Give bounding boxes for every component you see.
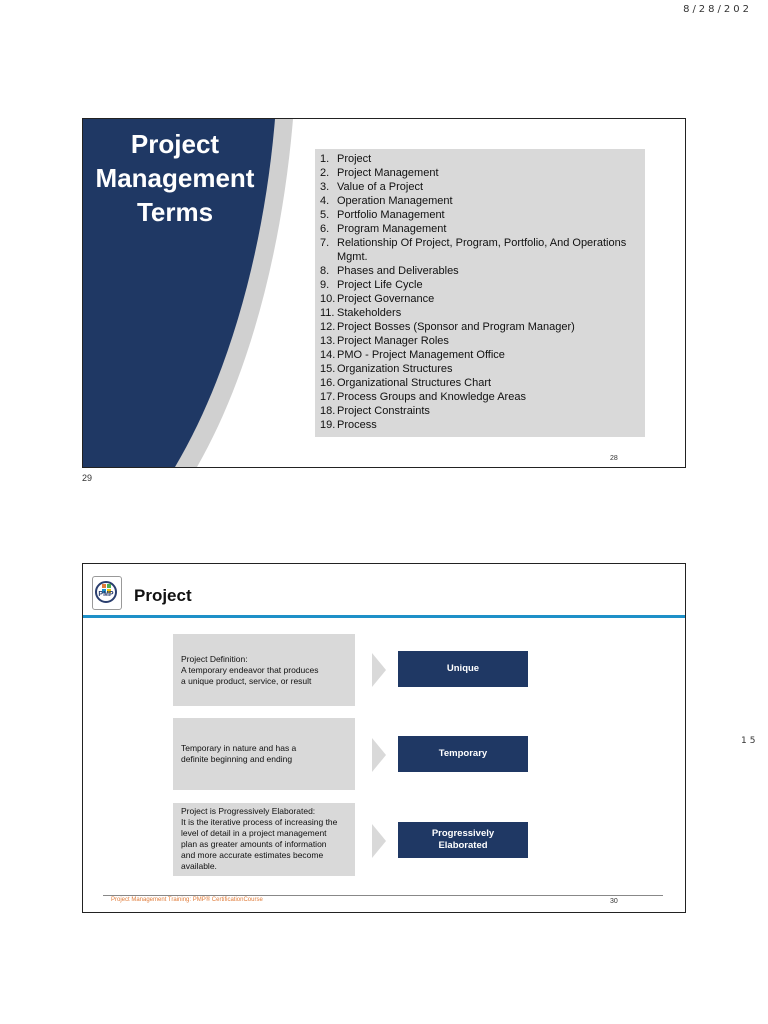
slide-title-line: Management	[95, 163, 255, 193]
list-item-text: Phases and Deliverables	[337, 265, 459, 277]
terms-list-item	[320, 180, 645, 194]
list-item-number: 3.	[320, 181, 330, 193]
list-item-number: 8.	[320, 265, 330, 277]
slide-page-number: 28	[610, 455, 618, 462]
terms-list-item	[320, 264, 645, 278]
box-line: definite beginning and ending	[181, 754, 293, 764]
box-line: Temporary in nature and has a	[181, 743, 297, 753]
box-line: available.	[181, 861, 217, 871]
list-item-text: Project Constraints	[337, 405, 430, 417]
terms-list-item	[320, 222, 645, 236]
chevron-right-icon	[372, 653, 386, 687]
list-item-text: Process	[337, 419, 377, 431]
slide-title-line: Project	[130, 129, 220, 159]
box-line: level of detail in a project management	[181, 828, 327, 838]
terms-list-box	[315, 149, 645, 437]
terms-list-item	[320, 208, 645, 222]
list-item-text: Stakeholders	[337, 307, 402, 319]
label-line: Elaborated	[438, 840, 488, 851]
list-item-text: PMO - Project Management Office	[337, 349, 505, 361]
list-item-text: Project	[337, 153, 372, 165]
terms-list-item	[320, 152, 645, 166]
terms-list-item	[320, 348, 645, 362]
terms-list-item	[320, 376, 645, 390]
list-item-number: 2.	[320, 167, 330, 179]
list-item-text: Program Management	[337, 223, 447, 235]
temporary-box	[173, 718, 355, 790]
list-item-text: Relationship Of Project, Program, Portfolio, And Operations Mgmt.	[337, 237, 627, 263]
slide-page-number: 30	[610, 898, 618, 905]
elaborated-box	[173, 803, 355, 876]
list-item-text: Project Bosses (Sponsor and Program Manager)	[337, 321, 575, 333]
list-item-number: 1.	[320, 153, 330, 165]
label-line: Temporary	[438, 748, 488, 759]
list-item-number: 6.	[320, 223, 330, 235]
label-line: Progressively	[431, 828, 495, 839]
definition-box	[173, 634, 355, 706]
list-item-number: 19.	[320, 419, 336, 431]
list-item-text: Portfolio Management	[337, 209, 445, 221]
progressively-elaborated-label-box	[398, 822, 528, 858]
list-item-text: Value of a Project	[337, 181, 424, 193]
list-item-number: 7.	[320, 237, 330, 249]
footer-divider	[103, 895, 663, 896]
document-date: 8/28/202	[683, 4, 752, 15]
list-item-text: Organizational Structures Chart	[337, 377, 492, 389]
label-line: Unique	[446, 663, 480, 674]
terms-list-item	[320, 362, 645, 376]
slide-title	[87, 127, 263, 229]
box-line: Project is Progressively Elaborated:	[181, 806, 316, 816]
box-line: It is the iterative process of increasing the	[181, 817, 338, 827]
list-item-number: 16.	[320, 377, 336, 389]
list-item-number: 9.	[320, 279, 330, 291]
terms-list-item	[320, 404, 645, 418]
terms-list-item	[320, 166, 645, 180]
list-item-number: 13.	[320, 335, 336, 347]
chevron-right-icon	[372, 824, 386, 858]
list-item-number: 14.	[320, 349, 336, 361]
chevron-right-icon	[372, 738, 386, 772]
list-item-number: 15.	[320, 363, 336, 375]
slide-footer: Project Management Training: PMP® CertificationCourse	[111, 897, 263, 903]
terms-list-item	[320, 320, 645, 334]
document-page-number: 15	[741, 736, 759, 746]
list-item-text: Project Life Cycle	[337, 279, 423, 291]
box-line: and more accurate estimates become	[181, 850, 324, 860]
slide-title: Project	[134, 586, 192, 605]
terms-list	[315, 149, 645, 432]
terms-list-item	[320, 278, 645, 292]
list-item-text: Project Manager Roles	[337, 335, 449, 347]
terms-list-item	[320, 390, 645, 404]
unique-label-box	[398, 651, 528, 687]
pmp-logo-text: PMP	[98, 591, 114, 598]
list-item-number: 17.	[320, 391, 336, 403]
temporary-label-box	[398, 736, 528, 772]
slide-project-management-terms	[82, 118, 686, 468]
box-line: a unique product, service, or result	[181, 675, 312, 686]
terms-list-item	[320, 418, 645, 432]
list-item-text: Operation Management	[337, 195, 453, 207]
list-item-text: Project Governance	[337, 293, 435, 305]
box-line: plan as greater amounts of information	[181, 839, 327, 849]
list-item-text: Organization Structures	[337, 363, 453, 375]
list-item-number: 5.	[320, 209, 330, 221]
terms-list-item	[320, 306, 645, 320]
list-item-number: 11.	[320, 307, 335, 319]
list-item-number: 12.	[320, 321, 336, 333]
terms-list-item	[320, 236, 645, 264]
list-item-number: 10.	[320, 293, 336, 305]
box-line: Project Definition:	[181, 653, 248, 664]
slide-project	[82, 563, 686, 913]
terms-list-item	[320, 194, 645, 208]
title-divider	[83, 615, 685, 618]
slide-title-line: Terms	[136, 197, 214, 227]
list-item-number: 4.	[320, 195, 330, 207]
list-item-number: 18.	[320, 405, 336, 417]
list-item-text: Process Groups and Knowledge Areas	[337, 391, 526, 403]
terms-list-item	[320, 334, 645, 348]
pmp-logo	[92, 576, 122, 610]
list-item-text: Project Management	[337, 167, 439, 179]
box-line: A temporary endeavor that produces	[181, 664, 319, 675]
terms-list-item	[320, 292, 645, 306]
slide-index-label: 29	[82, 473, 93, 483]
